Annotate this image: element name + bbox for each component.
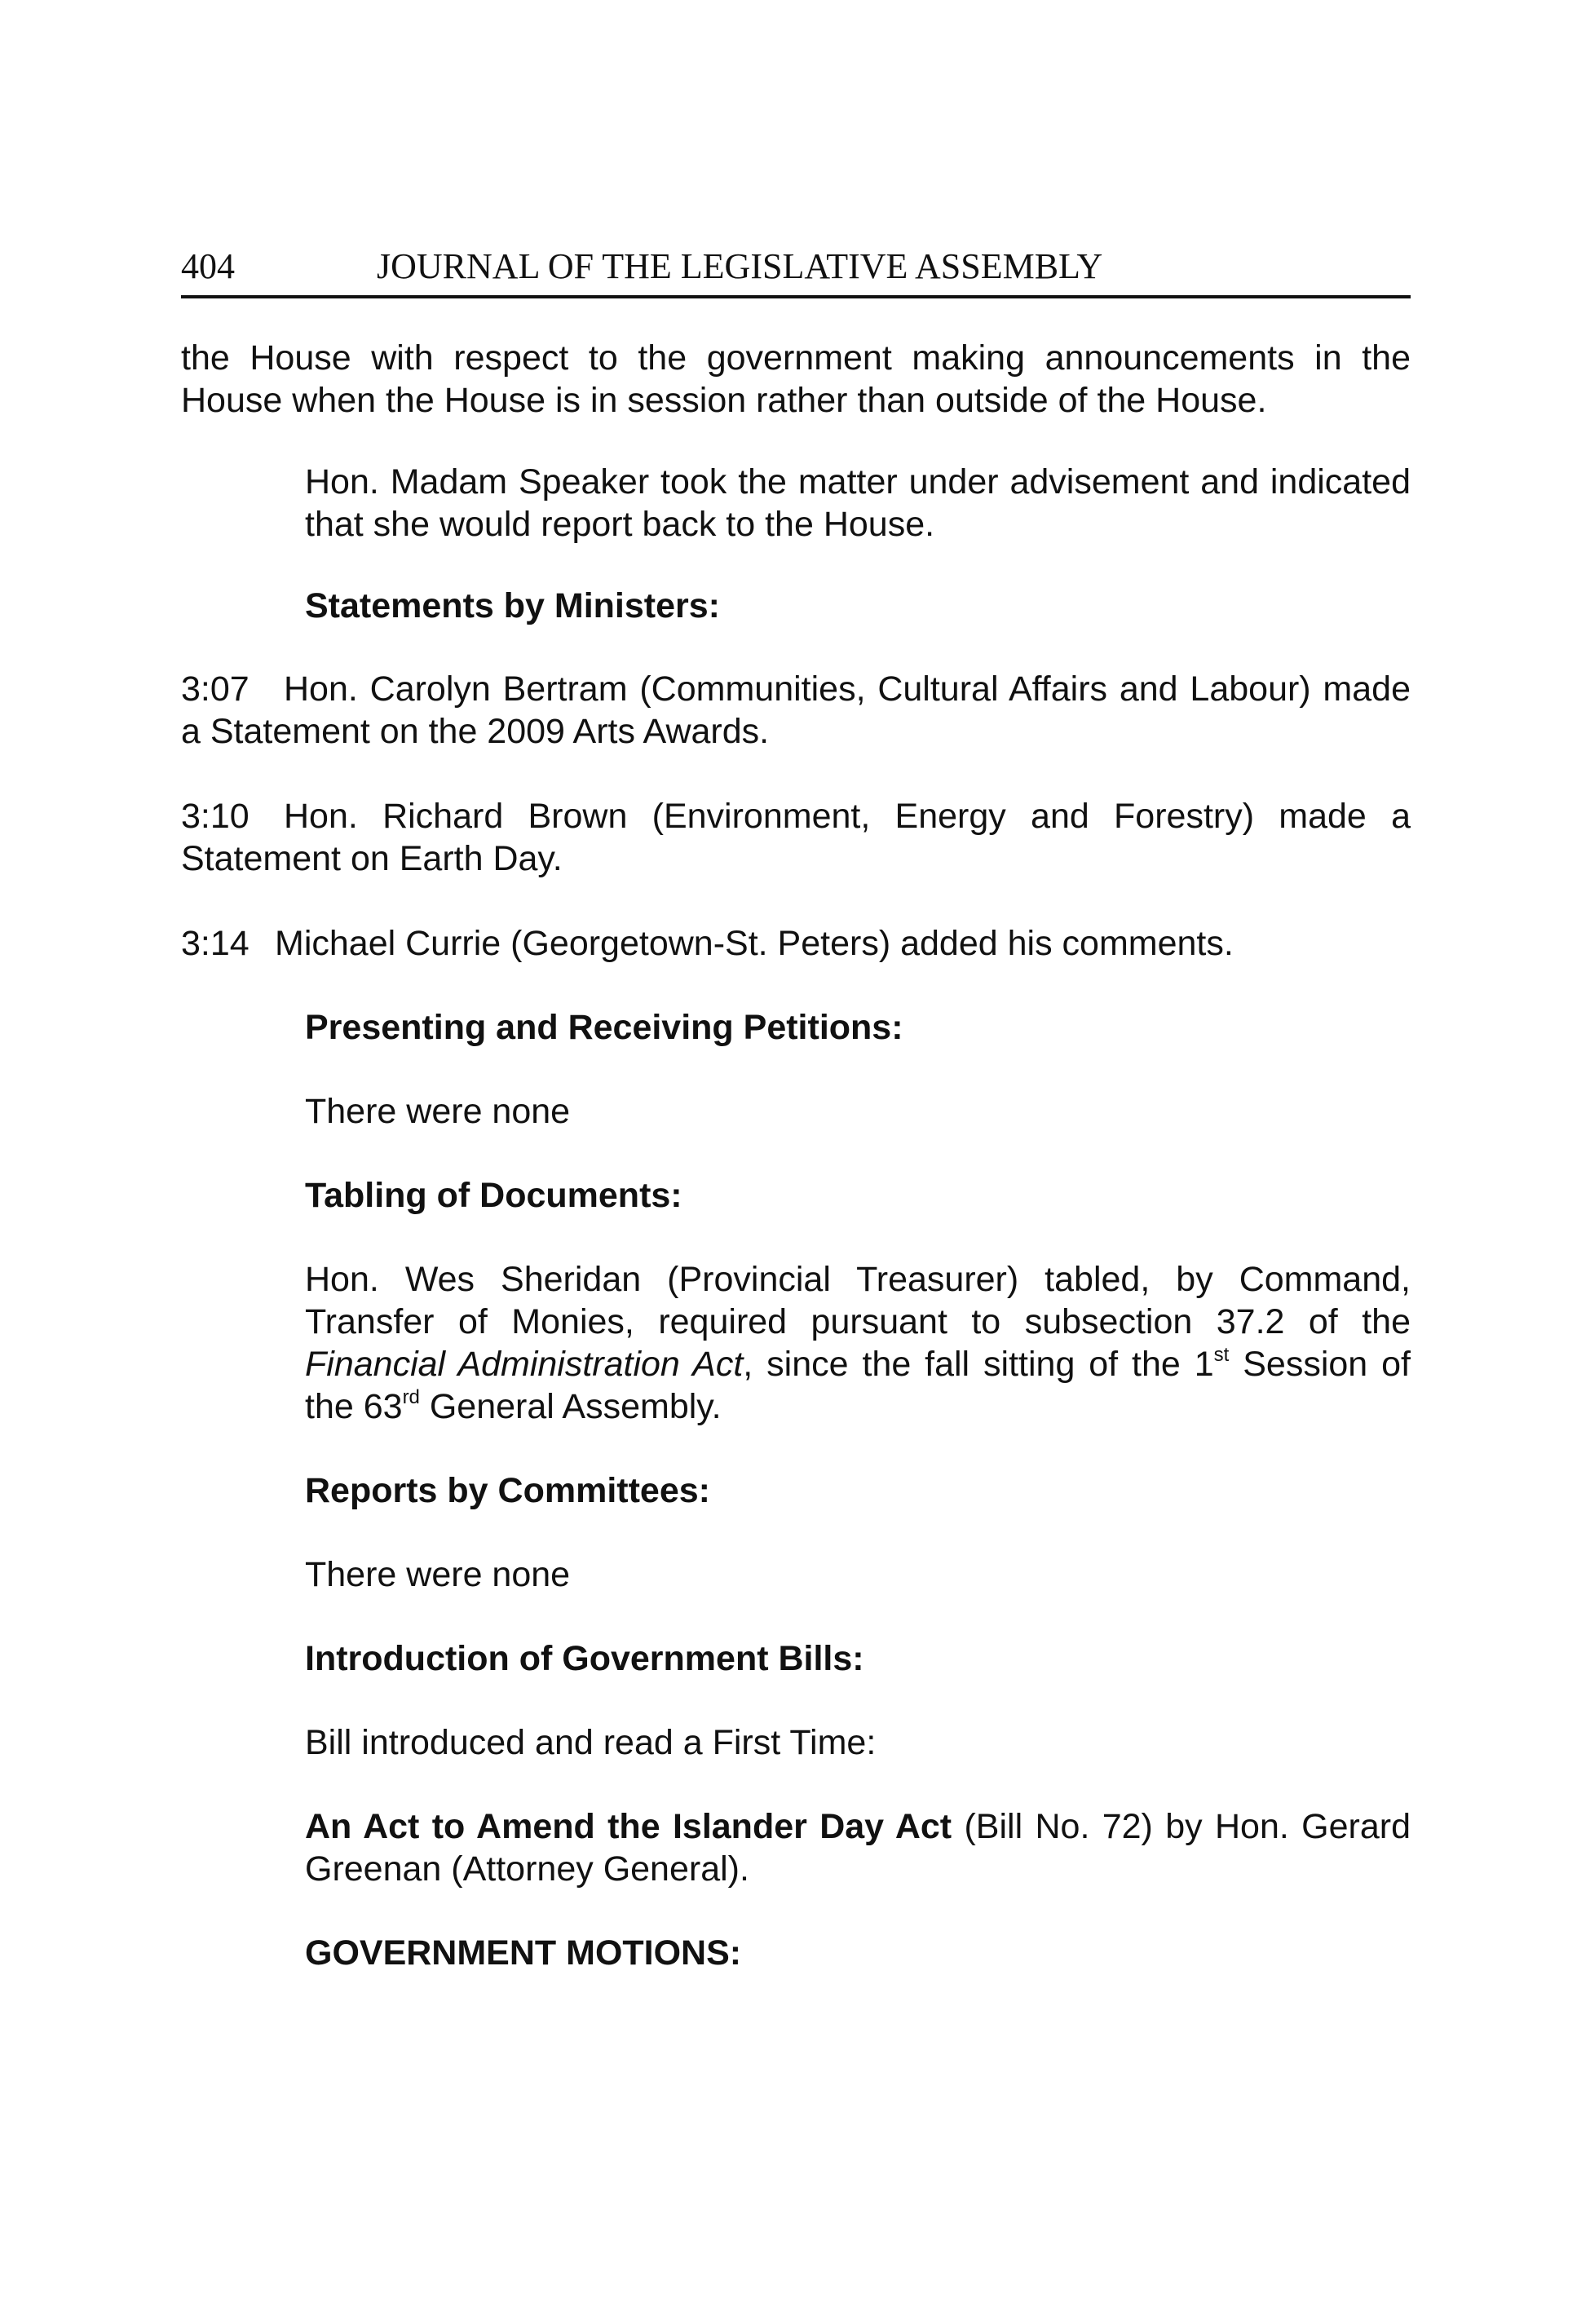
statement-text-2: Hon. Richard Brown (Environment, Energy and Forestry) made a Statement on Earth Day. — [181, 797, 1411, 878]
tabling-text-4: General Assembly. — [419, 1387, 722, 1426]
bill-entry — [181, 1805, 1411, 1890]
statements-heading: Statements by Ministers: — [305, 586, 720, 625]
continued-paragraph: the House with respect to the government making announcements in the House when the House is in session rather than outside of the House. — [181, 338, 1411, 420]
statement-time-3: 3:14 — [181, 924, 250, 963]
tabling-heading: Tabling of Documents: — [305, 1176, 682, 1215]
third-superscript: rd — [402, 1386, 420, 1408]
journal-title: JOURNAL OF THE LEGISLATIVE ASSEMBLY — [377, 246, 1103, 286]
journal-page — [181, 245, 1411, 1974]
page-number: 404 — [181, 246, 235, 286]
bill-details: (Bill No. 72) by Hon. Gerard Greenan (Attorney General). — [305, 1807, 1411, 1889]
tabling-text-3: Session of the 63 — [305, 1345, 1411, 1426]
first-superscript: st — [1213, 1344, 1230, 1366]
bill-title: An Act to Amend the Islander Day Act — [305, 1807, 952, 1846]
petitions-text: There were none — [305, 1092, 571, 1131]
statement-entry-3 — [181, 922, 1411, 965]
financial-administration-act: Financial Administration Act — [305, 1345, 744, 1384]
speaker-note: Hon. Madam Speaker took the matter under advisement and indicated that she would report back to the House. — [305, 462, 1411, 544]
statement-time-2: 3:10 — [181, 797, 250, 836]
statement-entry-1 — [181, 668, 1411, 753]
tabling-paragraph — [181, 1258, 1411, 1428]
government-motions-heading: GOVERNMENT MOTIONS: — [305, 1933, 742, 1973]
statement-time-1: 3:07 — [181, 669, 250, 709]
petitions-heading: Presenting and Receiving Petitions: — [305, 1008, 903, 1047]
bills-heading: Introduction of Government Bills: — [305, 1639, 864, 1678]
running-head — [181, 245, 1411, 298]
bills-intro: Bill introduced and read a First Time: — [305, 1723, 877, 1762]
statement-entry-2 — [181, 795, 1411, 880]
tabling-text-1: Hon. Wes Sheridan (Provincial Treasurer) tabled, by Command, Transfer of Monies, required pursuant to subsection 37.2 of the — [305, 1260, 1411, 1341]
committees-heading: Reports by Committees: — [305, 1471, 710, 1510]
statement-text-3: Michael Currie (Georgetown-St. Peters) added his comments. — [275, 924, 1234, 963]
statement-text-1: Hon. Carolyn Bertram (Communities, Cultural Affairs and Labour) made a Statement on the 2009 Arts Awards. — [181, 669, 1411, 751]
tabling-text-2: , since the fall sitting of the 1 — [743, 1345, 1214, 1384]
committees-text: There were none — [305, 1555, 571, 1594]
